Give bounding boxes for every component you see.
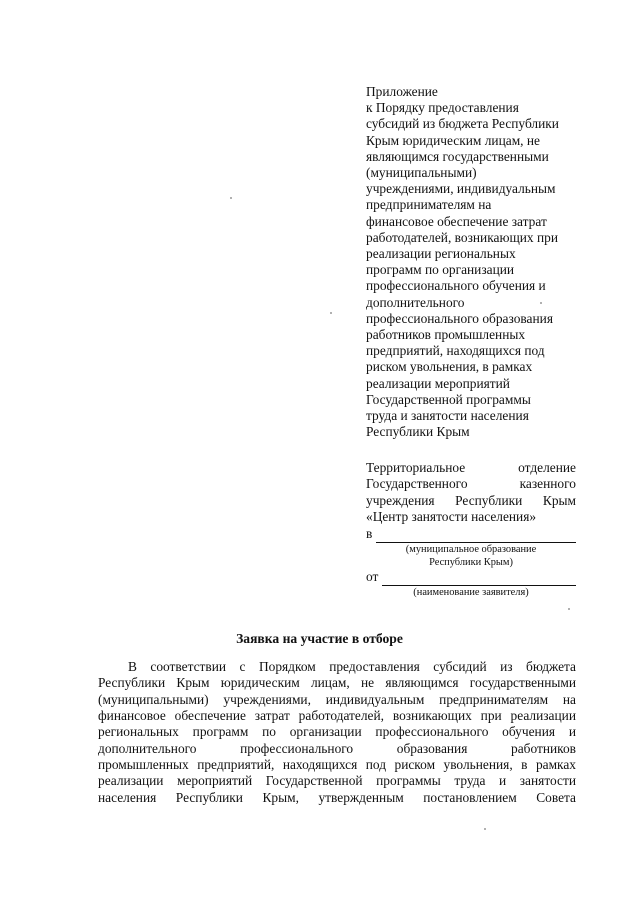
body-line: промышленных предприятий, находящихся под риском увольнения, в рамках — [98, 757, 576, 773]
appendix-line: реализации мероприятий — [366, 375, 510, 391]
body-paragraph — [98, 659, 576, 806]
appendix-line: работодателей, возникающих при — [366, 229, 558, 245]
body-line: дополнительного профессионального образования работников — [98, 740, 576, 756]
applicant-caption: (наименование заявителя) — [413, 586, 529, 598]
municipality-blank-line — [376, 529, 576, 543]
appendix-line: труда и занятости населения — [366, 408, 529, 424]
municipality-caption: (муниципальное образование — [405, 543, 537, 555]
appendix-line: реализации региональных — [366, 246, 516, 262]
body-line: В соответствии с Порядком предоставления субсидий из бюджета — [128, 659, 576, 674]
appendix-line: Крым юридическим лицам, не — [366, 132, 540, 148]
appendix-line: дополнительного — [366, 294, 465, 310]
recipient-line: «Центр занятости населения» — [366, 509, 537, 525]
scan-speck — [540, 302, 542, 304]
body-line: Республики Крым юридическим лицам, не являющимся государственными — [98, 675, 576, 691]
appendix-line: Приложение — [366, 84, 438, 99]
appendix-line: Государственной программы — [366, 391, 531, 407]
appendix-line: профессионального обучения и — [366, 278, 546, 294]
body-line: населения Республики Крым, утвержденным постановлением Совета — [98, 789, 576, 805]
appendix-line: предпринимателям на — [366, 197, 492, 213]
appendix-line: финансовое обеспечение затрат — [366, 213, 547, 229]
appendix-line: к Порядку предоставления — [366, 100, 519, 116]
document-title: Заявка на участие в отборе — [236, 631, 403, 646]
body-line: (муниципальными) учреждениями, индивидуальным предпринимателям на — [98, 691, 576, 707]
body-line: финансовое обеспечение затрат работодателей, возникающих при реализации — [98, 708, 576, 724]
appendix-line: субсидий из бюджета Республики — [366, 116, 559, 132]
recipient-line: Территориальное отделение — [366, 460, 576, 475]
applicant-blank-line — [382, 572, 576, 586]
scan-speck — [230, 197, 232, 199]
appendix-line: учреждениями, индивидуальным — [366, 181, 556, 197]
appendix-line: являющимся государственными — [366, 148, 549, 164]
body-line: реализации мероприятий Государственной программы труда и занятости — [98, 773, 576, 789]
recipient-line: Государственного казенного — [366, 476, 576, 492]
from-prefix: от — [366, 569, 379, 585]
in-prefix: в — [366, 526, 373, 542]
appendix-line: программ по организации — [366, 262, 515, 278]
appendix-header — [366, 84, 581, 440]
municipality-row — [366, 527, 576, 543]
scan-speck — [568, 608, 570, 610]
appendix-line: (муниципальными) — [366, 165, 477, 181]
appendix-line: работников промышленных — [366, 327, 526, 343]
applicant-row — [366, 570, 576, 586]
municipality-caption-2: Республики Крым) — [429, 556, 513, 568]
body-line: региональных программ по организации профессионального обучения и — [98, 724, 576, 740]
appendix-line: Республики Крым — [366, 424, 470, 440]
scan-speck — [484, 828, 486, 830]
appendix-line: предприятий, находящихся под — [366, 343, 545, 359]
recipient-block — [366, 460, 576, 599]
scan-speck — [330, 312, 332, 314]
recipient-line: учреждения Республики Крым — [366, 492, 576, 508]
appendix-line: профессионального образования — [366, 310, 553, 326]
appendix-line: риском увольнения, в рамках — [366, 359, 533, 375]
